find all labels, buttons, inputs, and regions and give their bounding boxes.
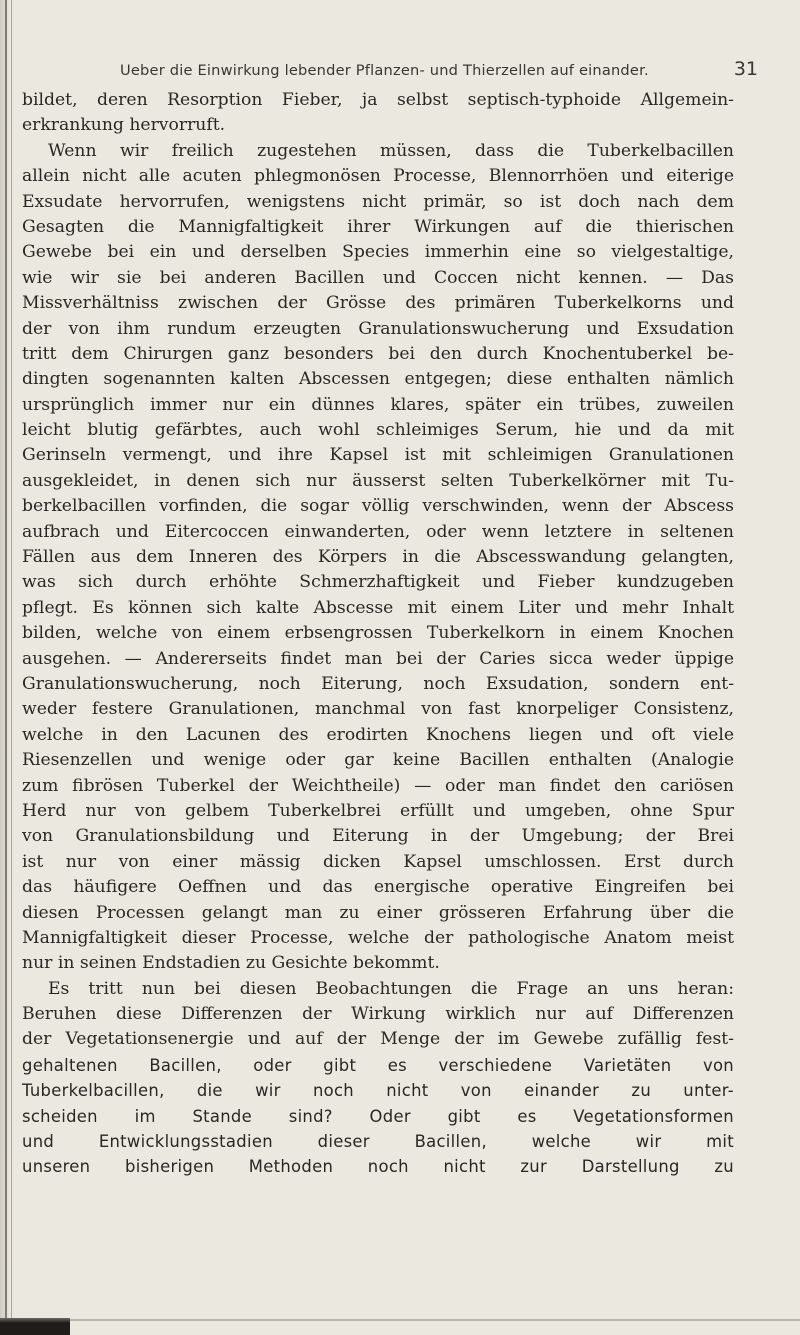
text-line: der von ihm rundum erzeugten Granulationswucherung und Exsudation — [22, 318, 734, 339]
text-line: Es tritt nun bei diesen Beobachtungen die Frage an uns heran: — [48, 978, 734, 999]
text-line: Gewebe bei ein und derselben Species immerhin eine so vielgestaltige, — [22, 242, 734, 263]
text-line: was sich durch erhöhte Schmerzhaftigkeit und Fieber kundzugeben — [22, 572, 734, 593]
text-line: Tuberkelbacillen, die wir noch nicht von einander zu unter- — [22, 1081, 734, 1101]
text-line: pflegt. Es können sich kalte Abscesse mit einem Liter und mehr Inhalt — [22, 597, 734, 618]
running-header — [60, 60, 762, 84]
text-line: ausgekleidet, in denen sich nur äusserst selten Tuberkelkörner mit Tu- — [22, 470, 734, 491]
text-line: ausgehen. — Andererseits findet man bei der Caries sicca weder üppige — [22, 648, 734, 669]
text-line: das häufigere Oeffnen und das energische operative Eingreifen bei — [22, 877, 734, 898]
text-line: erkrankung hervorruft. — [22, 115, 226, 136]
text-line: leicht blutig gefärbtes, auch wohl schleimiges Serum, hie und da mit — [22, 420, 734, 441]
text-line: welche in den Lacunen des erodirten Knochens liegen und oft viele — [22, 724, 734, 745]
text-line: weder festere Granulationen, manchmal von fast knorpeliger Consistenz, — [22, 699, 734, 720]
page-number: 31 — [733, 58, 758, 80]
gutter-shadow-line — [11, 0, 12, 1335]
text-line: Gerinseln vermengt, und ihre Kapsel ist mit schleimigen Granulationen — [22, 445, 734, 466]
text-line: Mannigfaltigkeit dieser Processe, welche der pathologische Anatom meist — [22, 927, 734, 948]
text-line: unseren bisherigen Methoden noch nicht zur Darstellung zu — [22, 1157, 734, 1177]
text-line: scheiden im Stande sind? Oder gibt es Vegetationsformen — [22, 1106, 734, 1126]
running-title: Ueber die Einwirkung lebender Pflanzen- und Thierzellen auf einander. — [120, 62, 649, 79]
text-line: berkelbacillen vorfinden, die sogar völlig verschwinden, wenn der Abscess — [22, 496, 734, 517]
text-line: Wenn wir freilich zugestehen müssen, dass die Tuberkelbacillen — [48, 140, 734, 161]
text-line: Gesagten die Mannigfaltigkeit ihrer Wirkungen auf die thierischen — [22, 216, 734, 237]
text-line: diesen Processen gelangt man zu einer grösseren Erfahrung über die — [22, 902, 734, 923]
text-line: Missverhältniss zwischen der Grösse des primären Tuberkelkorns und — [22, 293, 734, 314]
body-text — [22, 88, 734, 1180]
text-line: von Granulationsbildung und Eiterung in der Umgebung; der Brei — [22, 826, 734, 847]
text-line: dingten sogenannten kalten Abscessen entgegen; diese enthalten nämlich — [22, 369, 734, 390]
text-line: bildet, deren Resorption Fieber, ja selbst septisch-typhoide Allgemein- — [22, 90, 734, 110]
text-line: tritt dem Chirurgen ganz besonders bei den durch Knochentuberkel be- — [22, 343, 734, 364]
text-line: ist nur von einer mässig dicken Kapsel umschlossen. Erst durch — [22, 851, 734, 872]
text-line: wie wir sie bei anderen Bacillen und Coccen nicht kennen. — Das — [22, 267, 734, 288]
text-line: der Vegetationsenergie und auf der Menge der im Gewebe zufällig fest- — [22, 1029, 734, 1050]
text-line: Fällen aus dem Inneren des Körpers in die Abscesswandung gelangten, — [22, 547, 734, 568]
text-line: bilden, welche von einem erbsengrossen Tuberkelkorn in einem Knochen — [22, 623, 734, 644]
gutter-shadow-line — [5, 0, 7, 1335]
text-line: ursprünglich immer nur ein dünnes klares, später ein trübes, zuweilen — [22, 394, 734, 415]
text-line: allein nicht alle acuten phlegmonösen Processe, Blennorrhöen und eiterige — [22, 166, 734, 187]
text-line: Herd nur von gelbem Tuberkelbrei erfüllt und umgeben, ohne Spur — [22, 800, 734, 821]
text-line: zum fibrösen Tuberkel der Weichtheile) — oder man findet den cariösen — [22, 775, 734, 796]
text-line: gehaltenen Bacillen, oder gibt es verschiedene Varietäten von — [22, 1055, 734, 1075]
text-line: Riesenzellen und wenige oder gar keine Bacillen enthalten (Analogie — [22, 750, 734, 771]
text-line: aufbrach und Eitercoccen einwanderten, oder wenn letztere in seltenen — [22, 521, 734, 542]
text-line: Beruhen diese Differenzen der Wirkung wirklich nur auf Differenzen — [22, 1004, 734, 1025]
text-line: und Entwicklungsstadien dieser Bacillen, welche wir mit — [22, 1132, 734, 1152]
scan-edge-line — [70, 1319, 800, 1321]
text-line: Exsudate hervorrufen, wenigstens nicht primär, so ist doch nach dem — [22, 191, 734, 212]
scan-edge-bar — [0, 1318, 70, 1335]
text-line: nur in seinen Endstadien zu Gesichte bekommt. — [22, 953, 440, 974]
text-line: Granulationswucherung, noch Eiterung, noch Exsudation, sondern ent- — [22, 673, 734, 694]
